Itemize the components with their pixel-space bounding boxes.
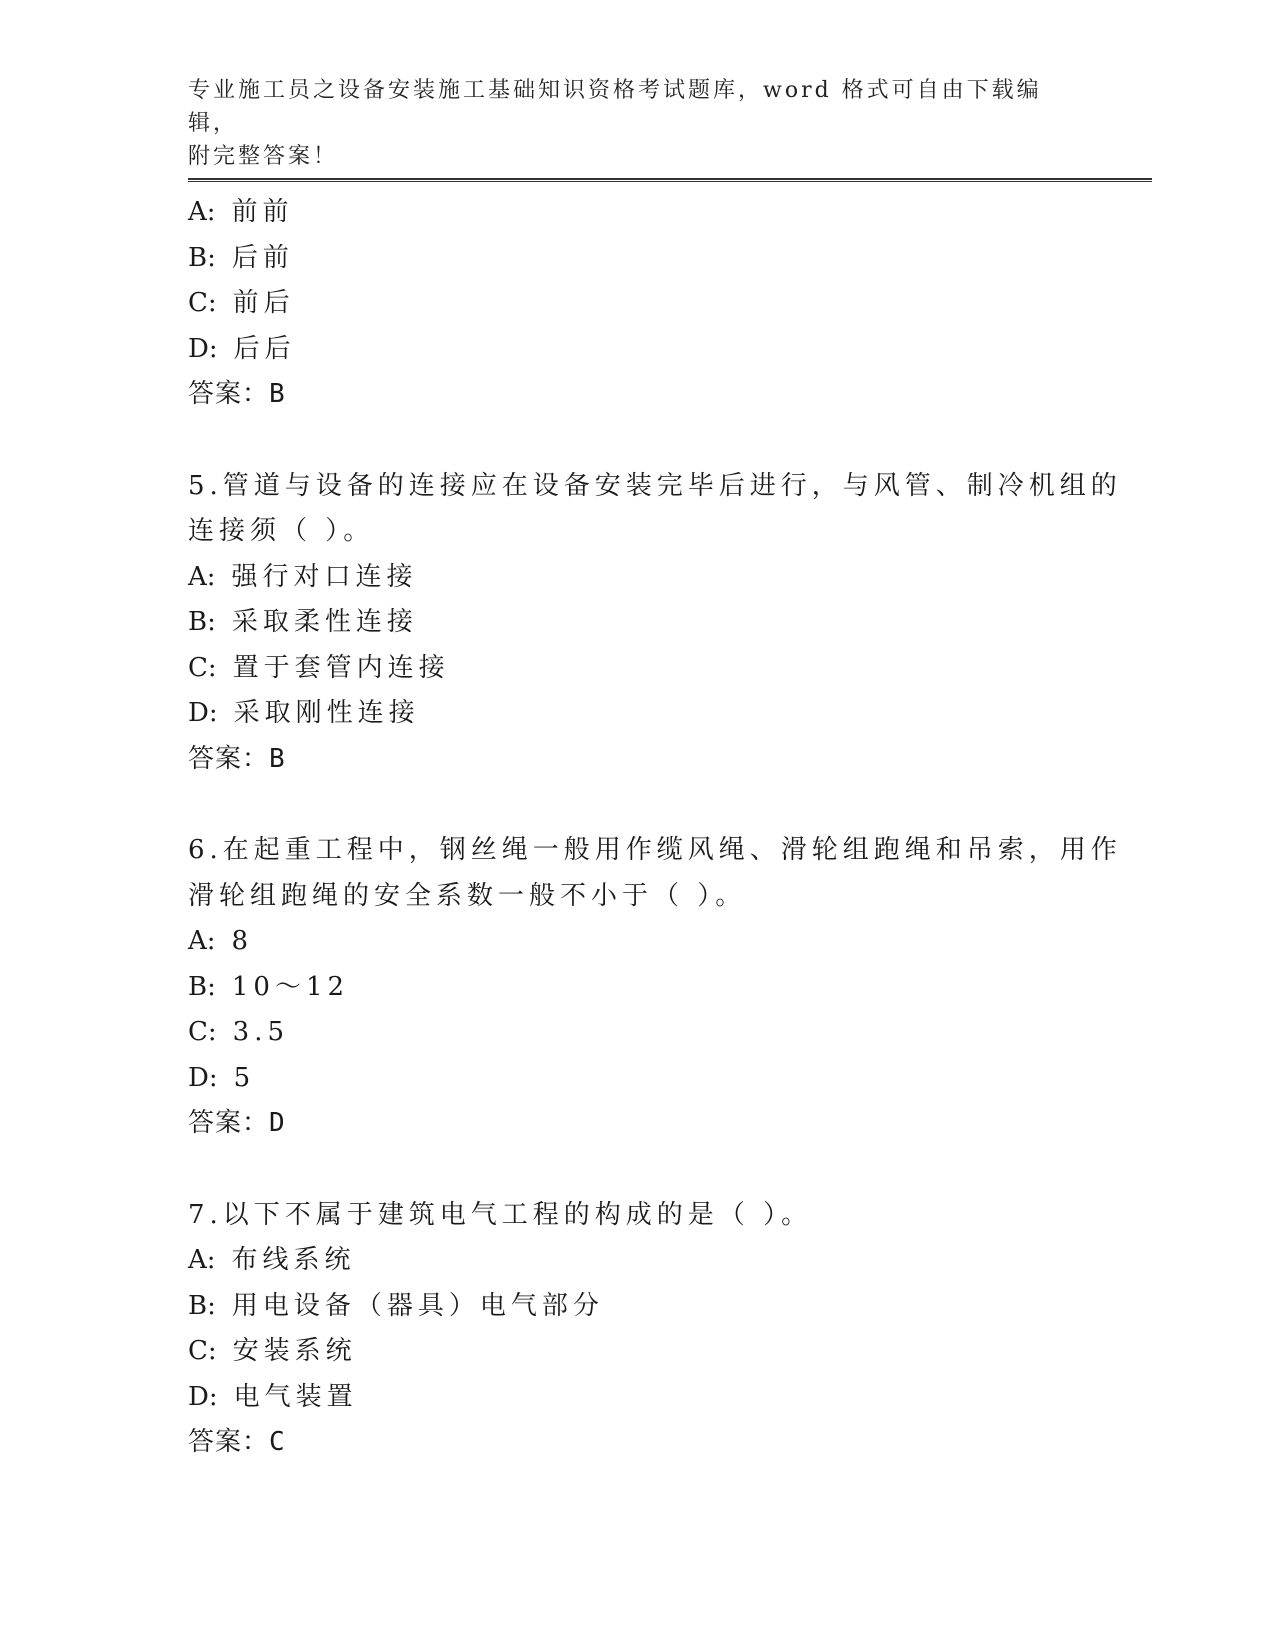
- option-c: C: 前后: [188, 288, 295, 318]
- question-5-block: [188, 464, 1148, 783]
- answer-line: 答案：D: [188, 1108, 286, 1138]
- answer-line: 答案：B: [188, 379, 286, 409]
- option-b: B: 后前: [188, 242, 294, 273]
- option-d: D: 5: [188, 1062, 256, 1093]
- header-divider: [188, 178, 1152, 182]
- question-6-block: [188, 828, 1148, 1147]
- option-d: D: 后后: [188, 333, 296, 364]
- option-d: D: 电气装置: [188, 1381, 358, 1412]
- option-a: A: 强行对口连接: [188, 561, 418, 592]
- option-c: C: 3.5: [188, 1017, 290, 1047]
- question-list: [188, 190, 1148, 1466]
- header-line-1: 专业施工员之设备安装施工基础知识资格考试题库，word 格式可自由下载编辑，: [188, 78, 1042, 136]
- question-5-text-line-1: 5.管道与设备的连接应在设备安装完毕后进行，与风管、制冷机组的: [188, 470, 1122, 501]
- question-6-text-line-1: 6.在起重工程中，钢丝绳一般用作缆风绳、滑轮组跑绳和吊索，用作: [188, 835, 1122, 865]
- option-a: A: 布线系统: [188, 1245, 356, 1275]
- question-6-text-line-2: 滑轮组跑绳的安全系数一般不小于（ ）。: [188, 880, 747, 911]
- question-7-text-line-1: 7.以下不属于建筑电气工程的构成的是（ ）。: [188, 1199, 813, 1230]
- question-7-block: [188, 1193, 1148, 1466]
- option-a: A: 前前: [188, 197, 294, 227]
- answer-line: 答案：B: [188, 743, 286, 774]
- option-a: A: 8: [188, 926, 254, 956]
- question-4-block: [188, 190, 1148, 418]
- option-b: B: 用电设备（器具）电气部分: [188, 1290, 604, 1321]
- document-header: [188, 74, 1088, 173]
- option-b: B: 10～12: [188, 971, 350, 1002]
- question-5-text-line-2: 连接须（ ）。: [188, 516, 375, 546]
- option-d: D: 采取刚性连接: [188, 698, 420, 728]
- option-b: B: 采取柔性连接: [188, 607, 418, 637]
- answer-line: 答案：C: [188, 1427, 286, 1457]
- option-c: C: 安装系统: [188, 1336, 357, 1366]
- header-line-2: 附完整答案！: [188, 144, 339, 169]
- option-c: C: 置于套管内连接: [188, 652, 450, 683]
